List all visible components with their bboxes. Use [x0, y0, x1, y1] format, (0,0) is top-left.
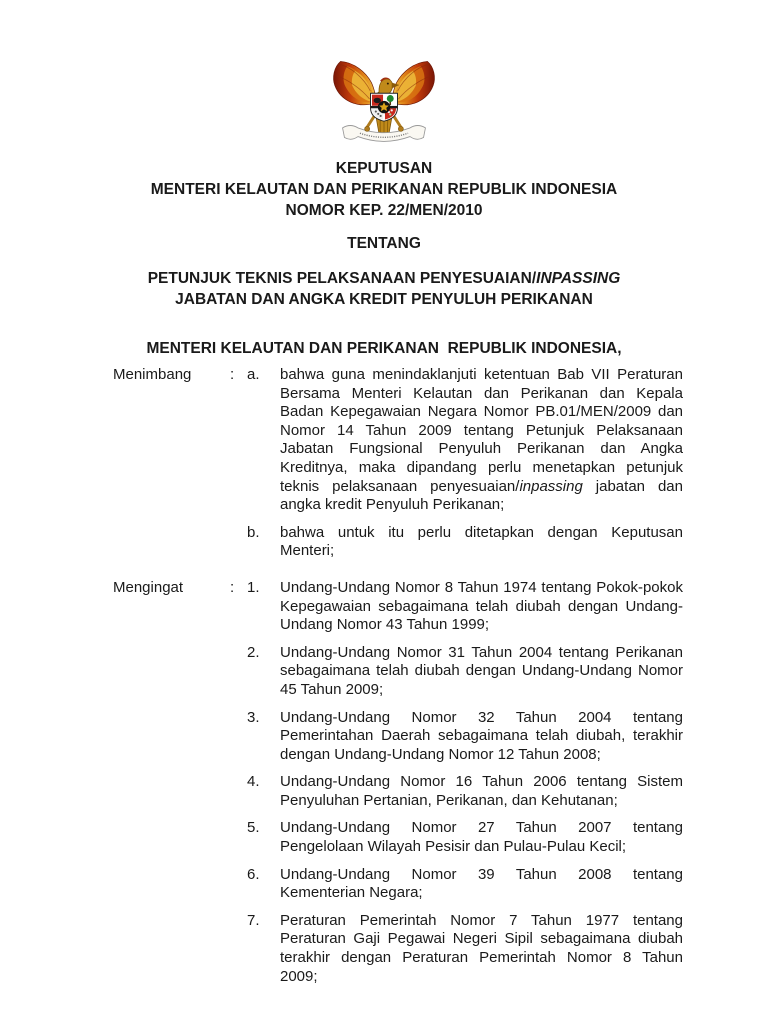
item-marker: 4.	[247, 773, 260, 791]
item-text: Undang-Undang Nomor 32 Tahun 2004 tentang Pemerintahan Daerah sebagaimana telah diubah, terakhir dengan Undang-Undang Nomor 12 Tahun 2008;	[280, 708, 683, 763]
item-marker: 6.	[247, 865, 260, 883]
item-text: Undang-Undang Nomor 31 Tahun 2004 tentang Perikanan sebagaimana telah diubah dengan Undang-Undang Nomor 45 Tahun 2009;	[280, 643, 683, 698]
section-colon: :	[230, 366, 235, 383]
menimbang-items	[247, 366, 683, 561]
inpassing-italic: INPASSING	[536, 270, 621, 287]
item-text: Peraturan Pemerintah Nomor 7 Tahun 1977 tentang Peraturan Gaji Pegawai Negeri Sipil sebagaimana diubah terakhir dengan Peraturan Pemerintah Nomor 8 Tahun 2009;	[280, 911, 683, 985]
decree-number: NOMOR KEP. 22/MEN/2010	[285, 202, 483, 219]
decree-subject-line2: JABATAN DAN ANGKA KREDIT PENYULUH PERIKANAN	[175, 291, 593, 308]
item-marker: a.	[247, 366, 260, 383]
section-mengingat	[113, 579, 683, 986]
section-colon: :	[230, 578, 235, 596]
decree-title-line1: KEPUTUSAN	[335, 160, 433, 177]
item-text: Undang-Undang Nomor 27 Tahun 2007 tentang Pengelolaan Wilayah Pesisir dan Pulau-Pulau Kecil;	[280, 819, 683, 856]
tentang-heading: TENTANG	[347, 235, 421, 252]
section-label-mengingat: Mengingat	[113, 578, 184, 596]
decree-title	[0, 158, 768, 221]
list-item	[247, 912, 683, 986]
right-wing-icon	[392, 61, 434, 104]
list-item	[247, 644, 683, 700]
decree-subject	[0, 268, 768, 310]
item-marker: 5.	[247, 819, 260, 837]
inpassing-italic: inpassing	[519, 477, 583, 495]
decree-subject-line1: PETUNJUK TEKNIS PELAKSANAAN PENYESUAIAN/INPASSING	[147, 270, 621, 287]
item-marker: 3.	[247, 708, 260, 726]
list-item	[247, 366, 683, 515]
pancasila-shield-icon	[371, 93, 398, 121]
item-text: bahwa guna menindaklanjuti ketentuan Bab VII Peraturan Bersama Menteri Kelautan dan Perikanan dan Kepala Badan Kepegawaian Negara Nomor PB.01/MEN/2009 dan Nomor 14 Tahun 2009 tentang Petunjuk Pelaksanaan Jabatan Fungsional Penyuluh Perikanan dan Angka Kreditnya, maka dipandang perlu menetapkan petunjuk teknis pelaksanaan penyesuaian/inpassing jabatan dan angka kredit Penyuluh Perikanan;	[280, 366, 683, 514]
item-marker: b.	[247, 523, 260, 541]
decree-title-line2: MENTERI KELAUTAN DAN PERIKANAN REPUBLIK INDONESIA	[150, 181, 618, 198]
section-label-menimbang: Menimbang	[113, 366, 192, 383]
decree-body	[113, 366, 683, 986]
list-item	[247, 866, 683, 903]
item-marker: 1.	[247, 578, 260, 596]
item-text: bahwa untuk itu perlu ditetapkan dengan Keputusan Menteri;	[280, 523, 683, 560]
item-marker: 2.	[247, 643, 260, 661]
item-text: Undang-Undang Nomor 16 Tahun 2006 tentang Sistem Penyuluhan Pertanian, Perikanan, dan Kehutanan;	[280, 773, 683, 809]
list-item	[247, 709, 683, 765]
list-item	[247, 819, 683, 856]
section-menimbang	[113, 366, 683, 561]
mengingat-items	[247, 579, 683, 986]
list-item	[247, 579, 683, 635]
list-item	[247, 773, 683, 810]
item-text: Undang-Undang Nomor 39 Tahun 2008 tentang Kementerian Negara;	[280, 865, 683, 902]
list-item	[247, 524, 683, 561]
item-text: Undang-Undang Nomor 8 Tahun 1974 tentang Pokok-pokok Kepegawaian sebagaimana telah diubah dengan Undang-Undang Nomor 43 Tahun 1999;	[280, 578, 683, 634]
left-wing-icon	[334, 61, 376, 104]
issuer-heading: MENTERI KELAUTAN DAN PERIKANAN REPUBLIK INDONESIA,	[146, 340, 622, 357]
item-marker: 7.	[247, 911, 260, 929]
garuda-pancasila-emblem	[331, 52, 437, 146]
